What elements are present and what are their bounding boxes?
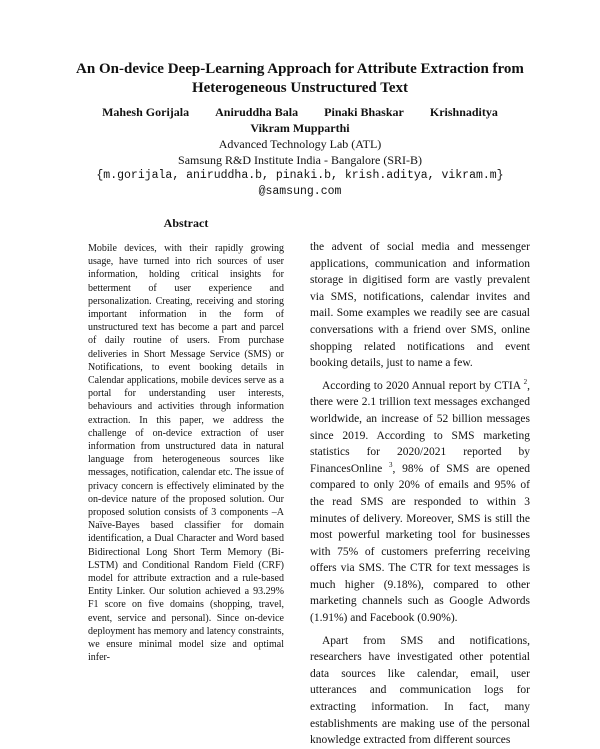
intro-paragraph: [310, 378, 530, 627]
affiliation-block: [40, 136, 560, 200]
author-name: Vikram Mupparthi: [250, 121, 350, 135]
author-name: Mahesh Gorijala: [102, 105, 190, 119]
title-line-2: Heterogeneous Unstructured Text: [191, 80, 409, 96]
affiliation-lab: Advanced Technology Lab (ATL): [218, 137, 382, 151]
footnote-marker: 3: [388, 460, 393, 469]
paragraph-text: , 98% of SMS are opened compared to only 20% of emails and 95% of the read SMS are responded to within 3 minutes of delivery. Moreover, SMS is still the most powerful marketing tool for businesses with 75% of customers preferring receiving offers via SMS. The CTR for text messages is much higher (9.18%), compared to other marketing channels such as Google Adwords (1.91%) and Facebook (0.90%).: [310, 462, 530, 625]
affiliation-institute: Samsung R&D Institute India - Bangalore (SRI-B): [178, 153, 422, 167]
left-column: [88, 216, 284, 665]
paragraph-text: According to 2020 Annual report by CTIA: [322, 379, 521, 392]
intro-paragraph: the advent of social media and messenger applications, communication and information storage in digitised form are vastly prevalent via SMS, notifications, calendar invites and mail. Some examples we readily see are casual conversations with a friend over SMS, online shopping related notifications and event booking details, just to name a few.: [310, 241, 530, 370]
right-column: [310, 239, 530, 749]
author-name: Aniruddha Bala: [215, 105, 299, 119]
author-name: Pinaki Bhaskar: [324, 105, 404, 119]
footnote-marker: 2: [523, 377, 528, 386]
author-emails: {m.gorijala, aniruddha.b, pinaki.b, krish.aditya, vikram.m}: [96, 169, 504, 182]
email-domain: @samsung.com: [258, 185, 342, 198]
paragraph-text: , there were 2.1 trillion text messages exchanged worldwide, an increase of 52 billion messages since 2019. According to SMS marketing statistics for 2020/2021 reported by FinancesOnline: [310, 379, 531, 475]
intro-paragraph: Apart from SMS and notifications, researchers have investigated other potential data sources like calendar, email, user utterances and communication logs for extracting information. In fact, many establishments are making use of the personal knowledge extracted from different sources: [310, 634, 530, 747]
abstract-heading: Abstract: [163, 216, 209, 230]
author-name: Krishnaditya: [429, 105, 498, 119]
author-list: [40, 104, 560, 136]
title-line-1: An On-device Deep-Learning Approach for Attribute Extraction from: [76, 61, 524, 77]
paper-title: [40, 60, 560, 98]
abstract-text: Mobile devices, with their rapidly growing usage, have turned into rich sources of user information, holding critical insights for betterment of user experience and personalization. Creating, receiving and storing important information in the form of unstructured text has become a part and parcel of daily routine of users. From purchase deliveries in Short Message Service (SMS) or Notifications, to event booking details in Calendar applications, mobile devices serve as a portal for understanding user interests, behaviours and activities through information extraction. In this paper, we address the challenge of on-device extraction of user information from unstructured data in natural language from heterogeneous sources like messages, notification, calendar etc. The issue of privacy concern is effectively eliminated by the on-device nature of the proposed solution. Our proposed solution consists of 3 components –A Naïve-Bayes based classifier for domain identification, a Dual Character and Word based Bidirectional Long Short Term Memory (Bi-LSTM) and Conditional Random Field (CRF) model for attribute extraction and a rule-based Entity Linker. Our solution achieved a 93.29% F1 score on five domains (shopping, travel, event, service and personal). Since on-device deployment has memory and latency constraints, we ensure minimal model size and optimal infer-: [88, 243, 284, 664]
